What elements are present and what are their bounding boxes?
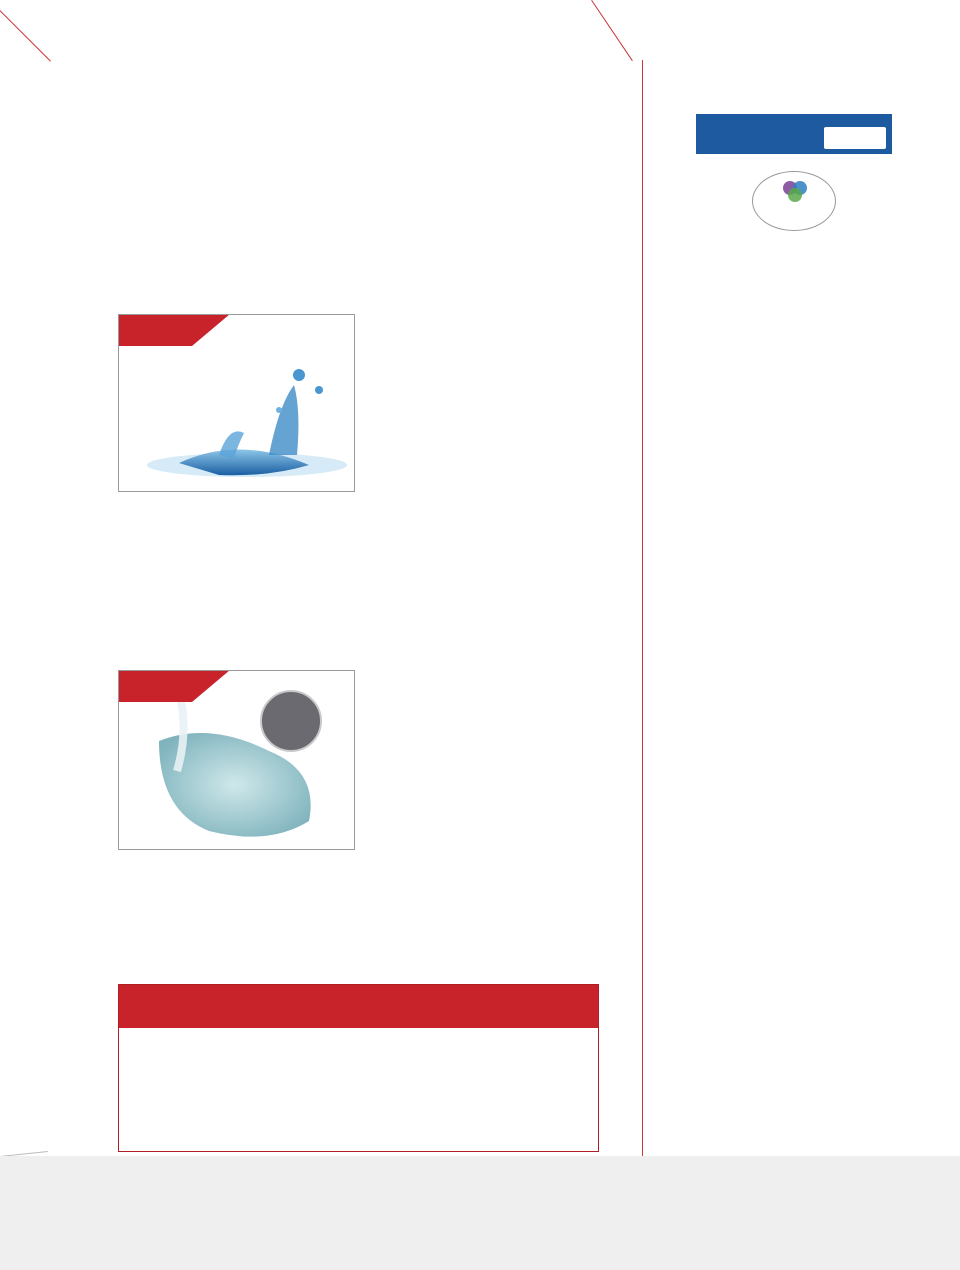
jmi-logo xyxy=(752,171,836,231)
lens-image[interactable] xyxy=(118,670,355,850)
coming-heading xyxy=(119,985,598,1028)
department-34 xyxy=(362,666,582,667)
water-image[interactable] xyxy=(118,314,355,492)
column-divider xyxy=(642,60,643,1212)
coming-next-issue xyxy=(118,984,599,1152)
department-32 xyxy=(118,549,578,555)
corner-line-left xyxy=(0,10,51,62)
footer-band xyxy=(0,1156,960,1270)
department-28 xyxy=(362,311,592,312)
number-tab xyxy=(118,670,230,702)
masthead xyxy=(660,110,928,259)
frames-data-logo xyxy=(696,114,892,154)
jmi-logo-icon xyxy=(775,176,815,204)
corner-line-right xyxy=(591,0,633,61)
department-24 xyxy=(118,155,568,161)
number-tab xyxy=(118,314,230,346)
